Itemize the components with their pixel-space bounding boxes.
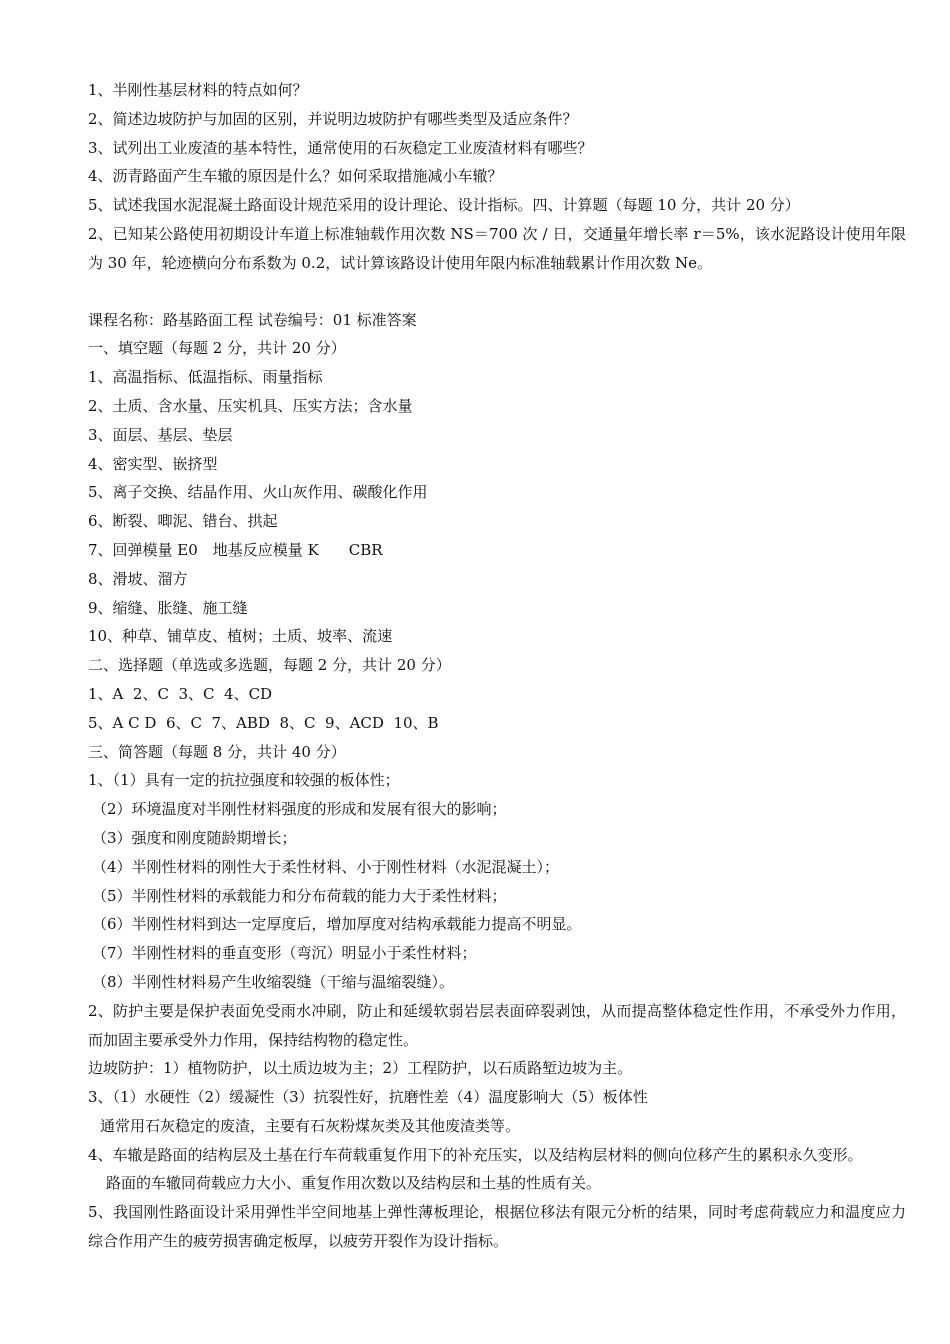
fill-answer: 8、滑坡、溜方 [88,569,188,588]
fill-answer: 6、断裂、唧泥、错台、拱起 [88,512,278,531]
short-answer-1-item: （8）半刚性材料易产生收缩裂缝（干缩与温缩裂缝）。 [92,972,455,991]
section-gap [88,278,906,306]
short-answer-1-item: （4）半刚性材料的刚性大于柔性材料、小于刚性材料（水泥混凝土）； [92,857,560,876]
short-answer-3-cont: 通常用石灰稳定的废渣，主要有石灰粉煤灰类及其他废渣类等。 [100,1116,521,1135]
choice-answer: 1、A 2、C 3、C 4、CD [88,684,273,703]
short-answer-1-item: （7）半刚性材料的垂直变形（弯沉）明显小于柔性材料； [92,944,477,963]
short-answer-5: 5、我国刚性路面设计采用弹性半空间地基上弹性薄板理论，根据位移法有限元分析的结果，同时考虑荷载应力和温度应力综合作用产生的疲劳损害确定板厚，以疲劳开裂作为设计指标。 [88,1203,906,1251]
short-answer-2-types: 边坡防护：1）植物防护，以土质边坡为主；2）工程防护，以石质路堑边坡为主。 [88,1059,633,1078]
fill-answer: 2、土质、含水量、压实机具、压实方法；含水量 [88,396,413,415]
calc-question: 2、已知某公路使用初期设计车道上标准轴载作用次数 NS＝700 次 / 日，交通量年增长率 r＝5%，该水泥路设计使用年限为 30 年，轮迹横向分布系数为 0.2，试计算该路设计使用年限内标准轴载累计作用次数 Ne。 [88,224,906,272]
fill-answer: 10、种草、铺草皮、植树；土质、坡率、流速 [88,627,393,646]
fill-answer: 1、高温指标、低温指标、雨量指标 [88,368,323,387]
short-answer-3: 3、（1）水硬性（2）缓凝性（3）抗裂性好，抗磨性差（4）温度影响大（5）板体性 [88,1088,648,1107]
question-line: 3、试列出工业废渣的基本特性，通常使用的石灰稳定工业废渣材料有哪些？ [88,138,593,157]
fill-answer: 9、缩缝、胀缝、施工缝 [88,598,248,617]
question-line: 4、沥青路面产生车辙的原因是什么？如何采取措施减小车辙？ [88,167,503,186]
choice-section-title: 二、选择题（单选或多选题，每题 2 分，共计 20 分） [88,656,451,675]
short-answer-4: 4、车辙是路面的结构层及土基在行车荷载重复作用下的补充压实，以及结构层材料的侧向位移产生的累积永久变形。 [88,1145,863,1164]
fill-answer: 4、密实型、嵌挤型 [88,454,218,473]
fill-answer: 7、回弹模量 E0 地基反应模量 K CBR [88,540,383,559]
short-answer-1-item: （3）强度和刚度随龄期增长； [92,828,297,847]
short-answer-1-item: （2）环境温度对半刚性材料强度的形成和发展有很大的影响； [92,800,507,819]
short-answer-1-item: （6）半刚性材料到达一定厚度后，增加厚度对结构承载能力提高不明显。 [92,915,582,934]
fill-answer: 5、离子交换、结晶作用、火山灰作用、碳酸化作用 [88,483,428,502]
short-answer-2: 2、防护主要是保护表面免受雨水冲刷，防止和延缓软弱岩层表面碎裂剥蚀，从而提高整体稳定性作用，不承受外力作用，而加固主要承受外力作用，保持结构物的稳定性。 [88,1001,906,1049]
question-line: 5、试述我国水泥混凝土路面设计规范采用的设计理论、设计指标。四、计算题（每题 10 分，共计 20 分） [88,196,800,215]
answer-header: 课程名称：路基路面工程 试卷编号：01 标准答案 [88,310,417,329]
fill-answer: 3、面层、基层、垫层 [88,425,233,444]
question-line: 1、半刚性基层材料的特点如何？ [88,81,308,99]
fill-section-title: 一、填空题（每题 2 分，共计 20 分） [88,339,346,358]
choice-answer: 5、A C D 6、C 7、ABD 8、C 9、ACD 10、B [88,713,439,732]
short-answer-4-cont: 路面的车辙同荷载应力大小、重复作用次数以及结构层和土基的性质有关。 [106,1174,602,1193]
short-answer-1-item: （5）半刚性材料的承载能力和分布荷载的能力大于柔性材料； [92,886,507,905]
document-page [88,76,906,1256]
short-answer-1: 1、（1）具有一定的抗拉强度和较强的板体性； [88,771,400,790]
question-line: 2、简述边坡防护与加固的区别，并说明边坡防护有哪些类型及适应条件？ [88,109,578,128]
short-section-title: 三、简答题（每题 8 分，共计 40 分） [88,742,346,761]
